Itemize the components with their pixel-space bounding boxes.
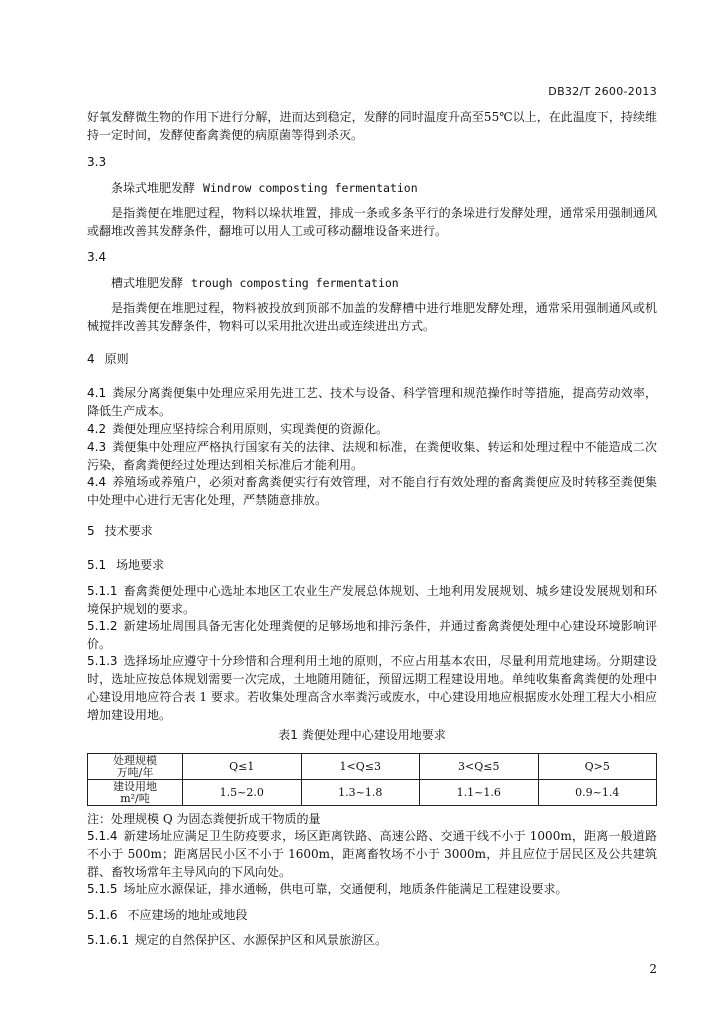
- clause-5-1-4-text: 新建场址应满足卫生防疫要求，场区距离铁路、高速公路、交通干线不小于 1000m，距离一般道路不小于 500m；距离居民小区不小于 1600m，距离畜牧场不小于 3000m，并且应位于居民区及公共建筑群、畜牧场常年主导风向的下风向处。: [87, 829, 657, 879]
- paragraph-continuation: 好氧发酵微生物的作用下进行分解，进而达到稳定，发酵的同时温度升高至55℃以上，在此温度下，持续维持一定时间，发酵使畜禽粪便的病原菌等得到杀灭。: [87, 110, 657, 142]
- clause-5-1-3-number: 5.1.3: [87, 654, 118, 668]
- clause-5-1-2: [87, 617, 657, 653]
- row-header-scale-line1: 处理规模: [113, 753, 157, 767]
- clause-5-1-4-number: 5.1.4: [87, 829, 118, 843]
- definition-3-4: 是指粪便在堆肥过程，物料被投放到顶部不加盖的发酵槽中进行堆肥发酵处理，通常采用强制通风或机械搅拌改善其发酵条件，物料可以采用批次进出或连续进出方式。: [87, 301, 657, 333]
- land-requirement-table: [87, 753, 657, 806]
- clause-5-1-3: [87, 652, 657, 724]
- term-3-4: [111, 274, 399, 292]
- row-header-scale-line2: 万吨/年: [116, 765, 154, 779]
- heading-5-1: [87, 556, 164, 574]
- table-note: 注：处理规模 Q 为固态粪便折成干物质的量: [87, 812, 321, 826]
- clause-5-1-6-1: [87, 931, 657, 949]
- heading-5-1-number: 5.1: [87, 558, 107, 572]
- term-3-4-english: trough composting fermentation: [191, 276, 399, 290]
- clause-4-3-number: 4.3: [87, 440, 107, 454]
- table-cell: 0.9~1.4: [538, 780, 657, 806]
- clause-4-1-number: 4.1: [87, 386, 107, 400]
- table-cell: Q>5: [538, 754, 657, 780]
- clause-5-1-1: [87, 582, 657, 618]
- heading-4-number: 4: [87, 352, 95, 366]
- clause-5-1-1-number: 5.1.1: [87, 584, 118, 598]
- clause-5-1-5-number: 5.1.5: [87, 882, 118, 896]
- clause-5-1-2-text: 新建场址周围具备无害化处理粪便的足够场地和排污条件，并通过畜禽粪便处理中心建设环境影响评价。: [87, 619, 657, 651]
- term-3-3-chinese: 条垛式堆肥发酵: [111, 181, 196, 195]
- page-number: 2: [649, 962, 657, 976]
- row-header-land-line1: 建设用地: [113, 779, 157, 793]
- heading-5-1-6-number: 5.1.6: [87, 908, 118, 922]
- heading-5-1-6-title: 不应建场的地址或地段: [127, 908, 248, 922]
- table-row: [88, 754, 657, 780]
- heading-5-number: 5: [87, 524, 95, 538]
- clause-4-4-number: 4.4: [87, 475, 107, 489]
- table-cell: 1.1~1.6: [420, 780, 539, 806]
- heading-5-1-6: [87, 906, 248, 924]
- clause-5-1-6-1-text: 规定的自然保护区、水源保护区和风景旅游区。: [134, 933, 387, 947]
- heading-5: [87, 522, 153, 540]
- table-cell: 1.3~1.8: [301, 780, 420, 806]
- table-cell: 1.5~2.0: [183, 780, 302, 806]
- table-cell: Q≤1: [183, 754, 302, 780]
- clause-4-2-number: 4.2: [87, 422, 107, 436]
- table-cell: 3<Q≤5: [420, 754, 539, 780]
- clause-5-1-4: [87, 827, 657, 881]
- clause-4-2: [87, 420, 657, 438]
- clause-5-1-3-text: 选择场址应遵守十分珍惜和合理利用土地的原则，不应占用基本农田，尽量利用荒地建场。分期建设时，选址应按总体规划需要一次完成，土地随用随征，预留远期工程建设用地。单纯收集畜禽粪便的处理中心建设用地应符合表 1 要求。若收集处理高含水率粪污或废水，中心建设用地应根据废水处理工程大小相应增加建设用地。: [87, 654, 657, 722]
- clause-5-1-5-text: 场址应水源保证，排水通畅，供电可靠，交通便利，地质条件能满足工程建设要求。: [123, 882, 568, 896]
- clause-4-4-text: 养殖场或养殖户，必须对畜禽粪便实行有效管理，对不能自行有效处理的畜禽粪便应及时转移至粪便集中处理中心进行无害化处理，严禁随意排放。: [87, 475, 657, 507]
- clause-4-3-text: 粪便集中处理应严格执行国家有关的法律、法规和标准，在粪便收集、转运和处理过程中不能造成二次污染，畜禽粪便经过处理达到相关标准后才能利用。: [87, 440, 657, 472]
- table-caption: 表1 粪便处理中心建设用地要求: [278, 728, 446, 742]
- term-3-3-english: Windrow composting fermentation: [203, 181, 418, 195]
- heading-5-1-title: 场地要求: [116, 558, 165, 572]
- heading-5-title: 技术要求: [104, 524, 153, 538]
- row-header-land: [88, 780, 183, 806]
- section-number-3-4: 3.4: [87, 250, 107, 264]
- document-code: DB32/T 2600-2013: [548, 85, 657, 98]
- clause-4-1-text: 粪尿分离粪便集中处理应采用先进工艺、技术与设备、科学管理和规范操作时等措施，提高劳动效率，降低生产成本。: [87, 386, 657, 418]
- clause-4-3: [87, 438, 657, 474]
- clause-4-2-text: 粪便处理应坚持综合利用原则，实现粪便的资源化。: [112, 422, 389, 436]
- clause-4-4: [87, 473, 657, 509]
- definition-3-3: 是指粪便在堆肥过程，物料以垛状堆置，排成一条或多条平行的条垛进行发酵处理，通常采用强制通风或翻堆改善其发酵条件，翻堆可以用人工或可移动翻堆设备来进行。: [87, 206, 657, 238]
- clause-4-1: [87, 384, 657, 420]
- clause-5-1-2-number: 5.1.2: [87, 619, 118, 633]
- heading-4: [87, 350, 129, 368]
- clause-5-1-6-1-number: 5.1.6.1: [87, 933, 129, 947]
- heading-4-title: 原则: [104, 352, 129, 366]
- term-3-4-chinese: 槽式堆肥发酵: [111, 276, 184, 290]
- term-3-3: [111, 179, 418, 197]
- clause-5-1-5: [87, 880, 657, 898]
- row-header-scale: [88, 754, 183, 780]
- table-cell: 1<Q≤3: [301, 754, 420, 780]
- table-row: [88, 780, 657, 806]
- clause-5-1-1-text: 畜禽粪便处理中心选址本地区工农业生产发展总体规划、土地利用发展规划、城乡建设发展规划和环境保护规划的要求。: [87, 584, 657, 616]
- row-header-land-line2: m²/吨: [120, 791, 150, 805]
- section-number-3-3: 3.3: [87, 155, 107, 169]
